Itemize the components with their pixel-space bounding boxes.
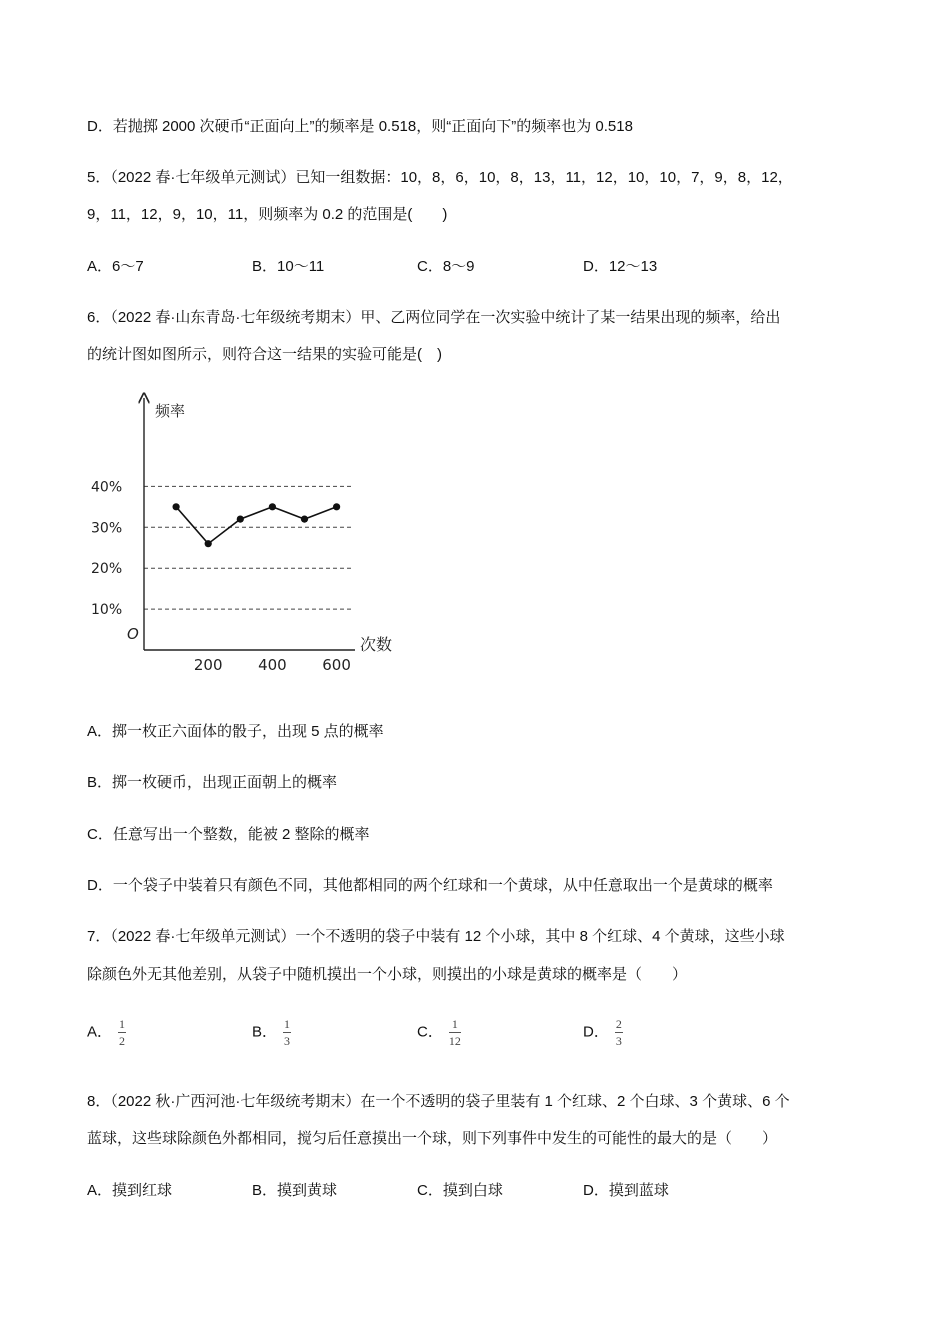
q5-option-b: B．10～11 xyxy=(252,258,325,275)
q7-option-c-label: C． xyxy=(417,1023,443,1041)
data-point-2 xyxy=(237,516,244,523)
q5-option-c: C．8～9 xyxy=(417,258,475,275)
q8-stem-line1: 8．（2022 秋·广西河池·七年级统考期末）在一个不透明的袋子里装有 1 个红球、2 个白球、3 个黄球、6 个 xyxy=(87,1093,790,1110)
y-tick-label: 10% xyxy=(91,602,123,619)
q6-option-d: D．一个袋子中装着只有颜色不同，其他都相同的两个红球和一个黄球，从中任意取出一个是黄球的概率 xyxy=(87,877,773,894)
q7-option-d xyxy=(583,1017,623,1048)
q7-option-a-fraction: $\frac{1}{2}$ xyxy=(119,1017,126,1048)
q5-option-d: D．12～13 xyxy=(583,258,658,275)
y-axis-label: 频率 xyxy=(155,402,186,420)
data-point-5 xyxy=(333,503,340,510)
frequency-line-chart xyxy=(87,392,417,674)
q6-option-a: A．掷一枚正六面体的骰子，出现 5 点的概率 xyxy=(87,723,384,740)
q5-option-a: A．6～7 xyxy=(87,258,144,275)
x-tick-label: 400 xyxy=(258,656,287,674)
q8-stem-line2: 蓝球，这些球除颜色外都相同，搅匀后任意摸出一个球，则下列事件中发生的可能性的最大的是（ ） xyxy=(87,1130,778,1147)
data-point-1 xyxy=(205,540,212,547)
x-axis-label: 次数 xyxy=(360,635,393,654)
q7-option-b-fraction: $\frac{1}{3}$ xyxy=(284,1017,291,1048)
q8-option-a: A．摸到红球 xyxy=(87,1182,173,1199)
q5-stem-line2: 9，11，12，9，10，11，则频率为 0.2 的范围是( ) xyxy=(87,206,448,223)
q7-option-d-label: D． xyxy=(583,1023,609,1041)
q8-option-d: D．摸到蓝球 xyxy=(583,1182,669,1199)
q7-option-b xyxy=(252,1017,291,1048)
data-point-0 xyxy=(173,503,180,510)
y-tick-label: 20% xyxy=(91,561,123,578)
y-tick-label: 30% xyxy=(91,520,123,537)
q7-option-b-label: B． xyxy=(252,1023,278,1041)
q7-option-c-fraction: $\frac{1}{12}$ xyxy=(448,1017,461,1048)
q8-option-b: B．摸到黄球 xyxy=(252,1182,338,1199)
q5-stem-line1: 5．（2022 春·七年级单元测试）已知一组数据：10，8，6，10，8，13，11，12，10，10，7，9，8，12， xyxy=(87,169,793,186)
q7-option-a xyxy=(87,1017,126,1048)
q6-stem-line1: 6．（2022 春·山东青岛·七年级统考期末）甲、乙两位同学在一次实验中统计了某一结果出现的频率，给出 xyxy=(87,309,781,326)
q4-option-d: D．若抛掷 2000 次硬币“正面向上”的频率是 0.518，则“正面向下”的频率也为 0.518 xyxy=(87,118,633,135)
x-tick-label: 200 xyxy=(193,656,223,674)
q6-stem-line2: 的统计图如图所示，则符合这一结果的实验可能是( ) xyxy=(87,346,442,363)
series-line xyxy=(176,507,337,544)
q7-option-c xyxy=(417,1017,461,1048)
q7-stem-line2: 除颜色外无其他差别，从袋子中随机摸出一个小球，则摸出的小球是黄球的概率是（ ） xyxy=(87,966,688,983)
data-point-4 xyxy=(301,516,308,523)
q6-option-c: C．任意写出一个整数，能被 2 整除的概率 xyxy=(87,826,370,843)
y-tick-label: 40% xyxy=(91,479,123,496)
q6-option-b: B．掷一枚硬币，出现正面朝上的概率 xyxy=(87,774,338,791)
x-tick-label: 600 xyxy=(322,656,351,674)
origin-label: O xyxy=(127,625,139,643)
q7-option-a-label: A． xyxy=(87,1023,113,1041)
q7-option-d-fraction: $\frac{2}{3}$ xyxy=(615,1017,622,1048)
q8-option-c: C．摸到白球 xyxy=(417,1182,503,1199)
q7-stem-line1: 7．（2022 春·七年级单元测试）一个不透明的袋子中装有 12 个小球，其中 8 个红球、4 个黄球，这些小球 xyxy=(87,928,785,945)
data-point-3 xyxy=(269,503,276,510)
